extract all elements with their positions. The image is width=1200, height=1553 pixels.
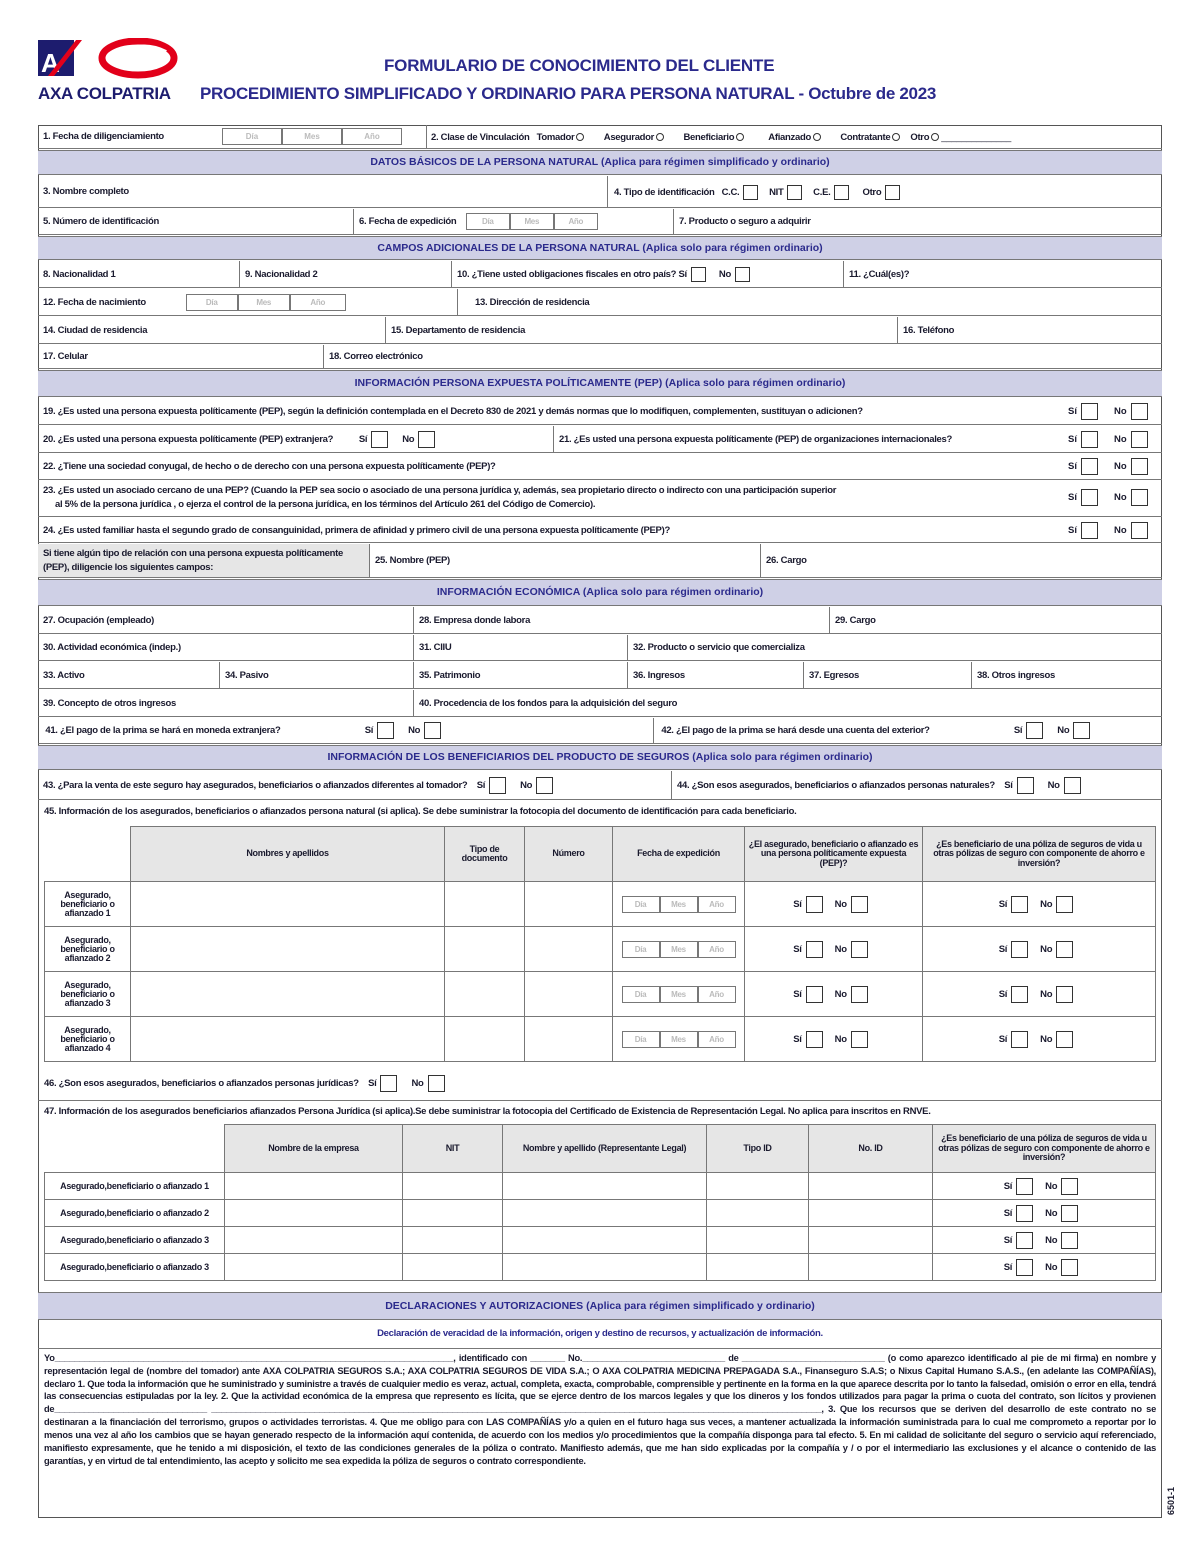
cell-fecha[interactable]: Día Mes Año	[613, 882, 745, 927]
cell-numero[interactable]	[525, 1017, 613, 1062]
cell-empresa[interactable]	[225, 1227, 403, 1254]
fecha-nacimiento[interactable]: 12. Fecha de nacimiento Día Mes Año	[38, 289, 458, 315]
table-row: Asegurado, beneficiario o afianzado 2 Día Mes Año Sí No Sí No	[45, 927, 1156, 972]
ingresos[interactable]: 36. Ingresos	[628, 662, 804, 688]
cell-nombres[interactable]	[131, 927, 445, 972]
cell-nit[interactable]	[403, 1227, 503, 1254]
ciiu[interactable]: 31. CIIU	[414, 635, 628, 660]
checkbox-no-j3[interactable]	[1061, 1232, 1078, 1249]
declaracion-texto: Yo_________________________________________________________________________________, identificado con _______ No._____________________________ de _____________________________ (o como aparezco identificado al pie de mi firma) en nombre y representación legal de (nombre del tomador) ante AXA COLPATRIA SEGUROS S.A.; AXA COLPATRIA SEGUROS DE VIDA S.A.; O AXA COLPATRIA MEDICINA PREPAGADA S.A., Finanseguro S.A.S; o Nixus Capital Humano S.A.S., (en adelante las COMPAÑÍAS), declaro 1. Que toda la información que he suministrado y suministre a través de cualquier medio es veraz, actual, completa, exacta, comprobable, comprensible y pertinente en la forma en la que aparece descrita por lo tanto la falsedad, omisión o error en ella, tendrá las consecuencias estipuladas por la ley. 2. Que la actividad económica de la empresa que represento es lícita, que se ejerce dentro de los marcos legales y que los dineros y los fondos utilizados para pagar la prima o cuota del contrato, son lícitos y provienen de_______________________________ ____________________________________________________________________________________________________________________________, 3. Que los recursos que se deriven del desarrollo de este contrato no se destinaran a la financiación del terrorismo, grupos o actividades terroristas. 4. Que me obligo para con LAS COMPAÑÍAS y/o a quien en el futuro haga sus veces, a mantener actualizada la información suministrada para lo cual me comprometo a reportar por lo menos una vez al año los cambios que se hayan generado respecto de la información aquí contenida, de acuerdo con los medios y/o procedimientos que la compañía disponga para tal efecto. 5. En mi calidad de solicitante del seguro o servicio aquí referenciado, manifiesto expresamente, que he tenido a mi disposición, el texto de las condiciones generales de la póliza o contrato. Manifiesto además, que me han sido explicadas por la compañía y / o por el intermediario las exclusiones y el alcance o contenido de las garantías, y en virtud de tal entendimiento, las acepto y solicito me sea expedida la póliza de seguros o contrato correspondiente.	[44, 1353, 1156, 1466]
cell-nit[interactable]	[403, 1200, 503, 1227]
q42: 42. ¿El pago de la prima se hará desde una cuenta del exterior? Sí No	[654, 718, 1162, 743]
section-pep: INFORMACIÓN PERSONA EXPUESTA POLÍTICAMENTE (PEP) (Aplica solo para régimen ordinario)	[38, 370, 1162, 397]
checkbox-no-vida-4[interactable]	[1056, 1031, 1073, 1048]
th-poliza-vida: ¿Es beneficiario de una póliza de seguros de vida u otras pólizas de seguro con componente de ahorro e inversión?	[923, 827, 1156, 882]
fecha-date-input[interactable]: Día Mes Año	[222, 128, 402, 145]
row-celular	[38, 345, 1162, 369]
cell-empresa[interactable]	[225, 1254, 403, 1281]
cell-empresa[interactable]	[225, 1173, 403, 1200]
cell-nombres[interactable]	[131, 972, 445, 1017]
q45-label: 45. Información de los asegurados, beneficiarios o afianzados persona natural (si aplica). Se debe suministrar la fotocopia del documento de identificación para cada beneficiario.	[44, 806, 797, 817]
producto-seguro[interactable]: 7. Producto o seguro a adquirir	[679, 216, 811, 227]
checkbox-si-j2[interactable]	[1016, 1205, 1033, 1222]
cell-nombres[interactable]	[131, 1017, 445, 1062]
th-numero: Número	[525, 827, 613, 882]
checkbox-no-21[interactable]	[1131, 431, 1148, 448]
th-empresa: Nombre de la empresa	[225, 1125, 403, 1173]
cell-tipo[interactable]	[445, 927, 525, 972]
checkbox-si-j3[interactable]	[1016, 1232, 1033, 1249]
cell-tipo-id[interactable]	[707, 1173, 809, 1200]
form-code: 6501-1	[1166, 1486, 1176, 1515]
th-nit: NIT	[403, 1125, 503, 1173]
numero-identificacion[interactable]: 5. Número de identificación	[38, 209, 354, 234]
table-row: Asegurado,beneficiario o afianzado 3 Sí No	[45, 1254, 1156, 1281]
checkbox-si-24[interactable]	[1081, 522, 1098, 539]
row-ocupacion	[38, 607, 1162, 634]
checkbox-si-j4[interactable]	[1016, 1259, 1033, 1276]
row-q41-42	[38, 718, 1162, 744]
q23-label: 23. ¿Es usted un asociado cercano de una PEP? (Cuando la PEP sea socio o asociado de una persona jurídica y, además, sea propietario directo o indirecto con una participación superior al 5% de la persona jurídica , o ejerza el control de la persona jurídica, en los términos del Artículo 261 del Código de Comercio).	[43, 485, 837, 510]
q19-options: Sí No	[1068, 403, 1154, 420]
otros-ingresos[interactable]: 38. Otros ingresos	[977, 669, 1056, 681]
checkbox-ce[interactable]	[834, 185, 849, 200]
actividad-economica[interactable]: 30. Actividad económica (indep.)	[38, 635, 414, 660]
section-declaraciones: DECLARACIONES Y AUTORIZACIONES (Aplica para régimen simplificado y ordinario)	[38, 1292, 1162, 1320]
checkbox-no-41[interactable]	[424, 722, 441, 739]
nacionalidad-1[interactable]: 8. Nacionalidad 1	[38, 261, 240, 287]
cell-tipo[interactable]	[445, 882, 525, 927]
beneficiarios-juridicos-table	[44, 1124, 1156, 1281]
th-representante: Nombre y apellido (Representante Legal)	[503, 1125, 707, 1173]
cell-no-id[interactable]	[809, 1254, 933, 1281]
radio-contratante[interactable]	[892, 133, 900, 141]
th-pep: ¿El asegurado, beneficiario o afianzado es una persona políticamente expuesta (PEP)?	[745, 827, 923, 882]
cell-tipo-id[interactable]	[707, 1227, 809, 1254]
checkbox-si-21[interactable]	[1081, 431, 1098, 448]
cell-tipo[interactable]	[445, 1017, 525, 1062]
cell-tipo-id[interactable]	[707, 1200, 809, 1227]
ocupacion[interactable]: 27. Ocupación (empleado)	[38, 607, 414, 633]
checkbox-no-j4[interactable]	[1061, 1259, 1078, 1276]
checkbox-no-j2[interactable]	[1061, 1205, 1078, 1222]
fecha-label: 1. Fecha de diligenciamiento	[43, 131, 164, 142]
q22-label: 22. ¿Tiene una sociedad conyugal, de hecho o de derecho con una persona expuesta políticamente (PEP)?	[43, 461, 496, 472]
checkbox-si-44[interactable]	[1017, 777, 1034, 794]
table-row: Asegurado,beneficiario o afianzado 3 Sí No	[45, 1227, 1156, 1254]
checkbox-no-24[interactable]	[1131, 522, 1148, 539]
relacion-pep-note: Si tiene algún tipo de relación con una persona expuesta políticamente (PEP), diligencie los siguientes campos:	[38, 544, 370, 577]
th-tipo-id: Tipo ID	[707, 1125, 809, 1173]
q21-label: 21. ¿Es usted una persona expuesta políticamente (PEP) de organizaciones internacionales?	[559, 433, 953, 445]
row-q43-44	[38, 771, 1162, 800]
checkbox-no-pep-4[interactable]	[851, 1031, 868, 1048]
checkbox-si-vida-4[interactable]	[1011, 1031, 1028, 1048]
patrimonio[interactable]: 35. Patrimonio	[414, 662, 628, 688]
cell-no-id[interactable]	[809, 1173, 933, 1200]
checkbox-nit[interactable]	[787, 185, 802, 200]
radio-otro[interactable]	[931, 133, 939, 141]
cell-nit[interactable]	[403, 1173, 503, 1200]
cell-tipo[interactable]	[445, 972, 525, 1017]
section-datos-basicos: DATOS BÁSICOS DE LA PERSONA NATURAL (Aplica para régimen simplificado y ordinario)	[38, 150, 1162, 175]
tipo-identificacion: 4. Tipo de identificación C.C. NIT C.E. Otro	[614, 176, 906, 208]
checkbox-si-pep-4[interactable]	[806, 1031, 823, 1048]
checkbox-si-23[interactable]	[1081, 489, 1098, 506]
row-q24	[38, 518, 1162, 543]
q22-options: Sí No	[1068, 458, 1154, 475]
nombre-completo[interactable]: 3. Nombre completo	[38, 176, 608, 207]
checkbox-no-pep-2[interactable]	[851, 941, 868, 958]
cuales[interactable]: 11. ¿Cuál(es)?	[849, 268, 910, 280]
q46: 46. ¿Son esos asegurados, beneficiarios o afianzados personas jurídicas? Sí No	[44, 1075, 451, 1092]
q23-options: Sí No	[1068, 489, 1154, 506]
clase-vinculacion: 2. Clase de Vinculación Tomador Asegurador Beneficiario Afianzado Contratante Otro ______________	[426, 125, 1011, 149]
th-tipo-documento: Tipo de documento	[445, 827, 525, 882]
table-row: Asegurado, beneficiario o afianzado 1 Día Mes Año Sí No Sí No	[45, 882, 1156, 927]
row-nacimiento	[38, 289, 1162, 316]
th-no-id: No. ID	[809, 1125, 933, 1173]
section-economica: INFORMACIÓN ECONÓMICA (Aplica solo para régimen ordinario)	[38, 579, 1162, 606]
obligaciones-fiscales: 10. ¿Tiene usted obligaciones fiscales en otro país? Sí No	[452, 261, 844, 287]
checkbox-si-vida-1[interactable]	[1011, 896, 1028, 913]
checkbox-no-vida-3[interactable]	[1056, 986, 1073, 1003]
table-row: Asegurado,beneficiario o afianzado 1 Sí No	[45, 1173, 1156, 1200]
cargo[interactable]: 29. Cargo	[835, 614, 876, 626]
cell-numero[interactable]	[525, 882, 613, 927]
nacionalidad-2[interactable]: 9. Nacionalidad 2	[240, 261, 452, 287]
radio-afianzado[interactable]	[813, 133, 821, 141]
fecha-expedicion[interactable]: 6. Fecha de expedición Día Mes Año	[354, 209, 674, 234]
cell-nombres[interactable]	[131, 882, 445, 927]
table-row: Asegurado,beneficiario o afianzado 2 Sí No	[45, 1200, 1156, 1227]
row-nombre	[38, 176, 1162, 208]
pasivo[interactable]: 34. Pasivo	[220, 662, 414, 688]
checkbox-si-41[interactable]	[377, 722, 394, 739]
celular[interactable]: 17. Celular	[38, 345, 324, 368]
th-poliza-vida-2: ¿Es beneficiario de una póliza de seguros de vida u otras pólizas de seguro con componente de ahorro e inversión?	[933, 1125, 1156, 1173]
checkbox-si-22[interactable]	[1081, 458, 1098, 475]
checkbox-si-vida-3[interactable]	[1011, 986, 1028, 1003]
checkbox-no-pep-1[interactable]	[851, 896, 868, 913]
checkbox-no-20[interactable]	[418, 431, 435, 448]
checkbox-si-43[interactable]	[489, 777, 506, 794]
checkbox-si-pep-2[interactable]	[806, 941, 823, 958]
row-fecha-clase	[38, 125, 1162, 149]
q19-label: 19. ¿Es usted una persona expuesta políticamente (PEP), según la definición contemplada en el Decreto 830 de 2021 y demás normas que lo modifiquen, complementen, sustituyan o adicionen?	[43, 405, 863, 417]
telefono[interactable]: 16. Teléfono	[903, 324, 955, 336]
direccion-residencia[interactable]: 13. Dirección de residencia	[475, 296, 590, 308]
q21-options: Sí No	[1068, 431, 1154, 448]
row-ciudad	[38, 317, 1162, 344]
form-subtitle: PROCEDIMIENTO SIMPLIFICADO Y ORDINARIO PARA PERSONA NATURAL - Octubre de 2023	[200, 84, 937, 103]
cell-fecha[interactable]: Día Mes Año	[613, 972, 745, 1017]
checkbox-no-23[interactable]	[1131, 489, 1148, 506]
table-row: Asegurado, beneficiario o afianzado 3 Día Mes Año Sí No Sí No	[45, 972, 1156, 1017]
radio-beneficiario[interactable]	[736, 133, 744, 141]
brand-name: AXA COLPATRIA	[38, 84, 171, 103]
checkbox-no-43[interactable]	[536, 777, 553, 794]
empresa-labora[interactable]: 28. Empresa donde labora	[414, 607, 830, 633]
checkbox-si-20[interactable]	[371, 431, 388, 448]
row-relacion-pep	[38, 544, 1162, 578]
row-q20-21	[38, 426, 1162, 453]
checkbox-no-44[interactable]	[1064, 777, 1081, 794]
radio-asegurador[interactable]	[656, 133, 664, 141]
checkbox-no-pep-3[interactable]	[851, 986, 868, 1003]
checkbox-no-22[interactable]	[1131, 458, 1148, 475]
cell-tipo-id[interactable]	[707, 1254, 809, 1281]
producto-servicio[interactable]: 32. Producto o servicio que comercializa	[633, 642, 805, 653]
q44: 44. ¿Son esos asegurados, beneficiarios o afianzados personas naturales? Sí No	[672, 771, 1162, 799]
cell-representante[interactable]	[503, 1254, 707, 1281]
egresos[interactable]: 37. Egresos	[804, 662, 972, 688]
cell-nit[interactable]	[403, 1254, 503, 1281]
beneficiarios-naturales-table	[44, 826, 1156, 1062]
checkbox-no-46[interactable]	[428, 1075, 445, 1092]
checkbox-si-10[interactable]	[691, 267, 706, 282]
checkbox-no-10[interactable]	[735, 267, 750, 282]
section-beneficiarios: INFORMACIÓN DE LOS BENEFICIARIOS DEL PRODUCTO DE SEGUROS (Aplica solo para régimen ordinario)	[38, 745, 1162, 770]
th-fecha-expedicion: Fecha de expedición	[613, 827, 745, 882]
checkbox-cc[interactable]	[743, 185, 758, 200]
cell-fecha[interactable]: Día Mes Año	[613, 927, 745, 972]
table-row: Asegurado, beneficiario o afianzado 4 Día Mes Año Sí No Sí No	[45, 1017, 1156, 1062]
form-title: FORMULARIO DE CONOCIMIENTO DEL CLIENTE	[384, 56, 775, 75]
cell-no-id[interactable]	[809, 1227, 933, 1254]
row-actividad	[38, 635, 1162, 661]
cell-representante[interactable]	[503, 1227, 707, 1254]
checkbox-si-j1[interactable]	[1016, 1178, 1033, 1195]
row-q22	[38, 454, 1162, 480]
checkbox-si-pep-1[interactable]	[806, 896, 823, 913]
svg-text:A: A	[41, 48, 60, 78]
checkbox-no-j1[interactable]	[1061, 1178, 1078, 1195]
radio-tomador[interactable]	[576, 133, 584, 141]
checkbox-no-19[interactable]	[1131, 403, 1148, 420]
row-concepto	[38, 690, 1162, 717]
row-financiero	[38, 662, 1162, 689]
row-nacionalidad	[38, 261, 1162, 288]
procedencia-fondos[interactable]: 40. Procedencia de los fondos para la adquisición del seguro	[419, 697, 678, 709]
checkbox-no-vida-2[interactable]	[1056, 941, 1073, 958]
cell-fecha[interactable]: Día Mes Año	[613, 1017, 745, 1062]
section-campos-adicionales: CAMPOS ADICIONALES DE LA PERSONA NATURAL (Aplica solo para régimen ordinario)	[38, 236, 1162, 260]
departamento-residencia[interactable]: 15. Departamento de residencia	[386, 317, 898, 343]
row-q19	[38, 398, 1162, 425]
checkbox-si-19[interactable]	[1081, 403, 1098, 420]
q47-label: 47. Información de los asegurados beneficiarios afianzados Persona Jurídica (si aplica).Se debe suministrar la fotocopia del Certificado de Existencia de Representación Legal. No aplica para inscritos en RNVE.	[44, 1106, 931, 1117]
concepto-otros-ingresos[interactable]: 39. Concepto de otros ingresos	[38, 690, 414, 716]
row-q23	[38, 481, 1162, 517]
checkbox-si-46[interactable]	[380, 1075, 397, 1092]
th-nombres: Nombres y apellidos	[131, 827, 445, 882]
cell-no-id[interactable]	[809, 1200, 933, 1227]
checkbox-no-vida-1[interactable]	[1056, 896, 1073, 913]
ciudad-residencia[interactable]: 14. Ciudad de residencia	[38, 317, 386, 343]
cell-empresa[interactable]	[225, 1200, 403, 1227]
checkbox-otro[interactable]	[885, 185, 900, 200]
cell-numero[interactable]	[525, 927, 613, 972]
q24-label: 24. ¿Es usted familiar hasta el segundo grado de consanguinidad, primera de afinidad y primero civil de una persona expuesta políticamente (PEP)?	[43, 524, 670, 536]
q41: 41. ¿El pago de la prima se hará en moneda extranjera? Sí No	[38, 718, 654, 743]
checkbox-no-42[interactable]	[1073, 722, 1090, 739]
cell-numero[interactable]	[525, 972, 613, 1017]
q24-options: Sí No	[1068, 522, 1154, 539]
q20: 20. ¿Es usted una persona expuesta políticamente (PEP) extranjera? Sí No	[38, 426, 554, 452]
activo[interactable]: 33. Activo	[38, 662, 220, 688]
checkbox-si-vida-2[interactable]	[1011, 941, 1028, 958]
row-identificacion	[38, 209, 1162, 235]
declaracion-subtitle: Declaración de veracidad de la información, origen y destino de recursos, y actualización de información.	[377, 1328, 823, 1339]
checkbox-si-pep-3[interactable]	[806, 986, 823, 1003]
nombre-pep[interactable]: 25. Nombre (PEP)	[375, 555, 450, 566]
q43: 43. ¿Para la venta de este seguro hay asegurados, beneficiarios o afianzados diferentes al tomador? Sí No	[38, 771, 672, 799]
checkbox-si-42[interactable]	[1026, 722, 1043, 739]
cell-representante[interactable]	[503, 1200, 707, 1227]
correo-electronico[interactable]: 18. Correo electrónico	[329, 351, 423, 362]
cargo-pep[interactable]: 26. Cargo	[760, 544, 1162, 577]
cell-representante[interactable]	[503, 1173, 707, 1200]
